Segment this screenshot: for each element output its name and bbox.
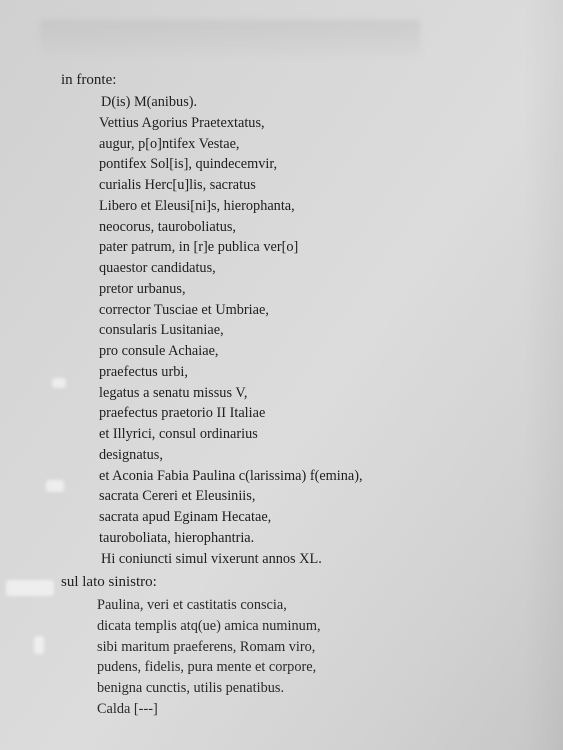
inscription-line: designatus, [99,446,163,463]
inscription-line: consularis Lusitaniae, [99,322,224,339]
inscription-line: Libero et Eleusi[ni]s, hierophanta, [99,197,295,214]
inscription-line: Vettius Agorius Praetextatus, [99,114,265,131]
inscription-line: praefectus praetorio II Italiae [99,405,266,422]
inscription-line: pudens, fidelis, pura mente et corpore, [97,659,317,676]
page-shadow [523,0,563,750]
inscription-line: dicata templis atq(ue) amica numinum, [97,617,321,634]
inscription-left-side [0,595,321,720]
inscription-line: Calda [---] [97,700,158,717]
inscription-front [0,92,363,569]
inscription-line: Hi coniuncti simul vixerunt annos XL. [101,550,322,567]
inscription-line: Paulina, veri et castitatis conscia, [97,597,287,613]
inscription-line: pontifex Sol[is], quindecemvir, [99,156,278,173]
inscription-line: legatus a senatu missus V, [99,384,248,401]
section-label-front: in fronte: [61,72,117,88]
inscription-line: neocorus, tauroboliatus, [99,218,236,235]
inscription-line: pretor urbanus, [99,280,186,297]
inscription-line: sibi maritum praeferens, Romam viro, [97,638,316,655]
inscription-line: pater patrum, in [r]e publica ver[o] [99,239,299,256]
inscription-line: curialis Herc[u]lis, sacratus [99,177,256,193]
inscription-line: D(is) M(anibus). [101,94,198,110]
inscription-line: praefectus urbi, [99,363,188,380]
inscription-line: tauroboliata, hierophantria. [99,529,255,546]
inscription-line: et Aconia Fabia Paulina c(larissima) f(emina), [99,467,363,484]
section-label-left-side: sul lato sinistro: [61,574,157,590]
inscription-line: augur, p[o]ntifex Vestae, [99,135,240,152]
paper-mark [6,580,54,596]
inscription-line: pro consule Achaiae, [99,343,219,359]
inscription-line: corrector Tusciae et Umbriae, [99,301,269,318]
inscription-line: benigna cunctis, utilis penatibus. [97,680,285,696]
inscription-line: sacrata Cereri et Eleusiniis, [99,488,256,505]
inscription-line: quaestor candidatus, [99,260,216,276]
bleed-through-text [40,20,420,56]
inscription-line: sacrata apud Eginam Hecatae, [99,509,272,525]
inscription-line: et Illyrici, consul ordinarius [99,426,258,442]
